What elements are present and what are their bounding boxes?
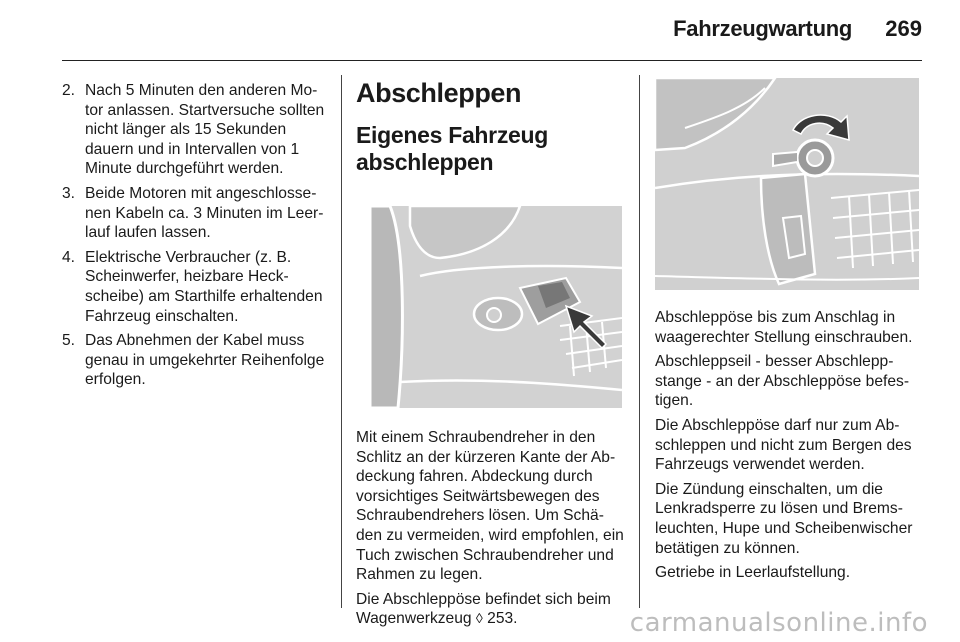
step-3 (62, 184, 326, 243)
watermark: carmanualsonline.info (629, 608, 928, 638)
step-5 (62, 331, 326, 390)
chapter-title: Fahrzeugwartung (673, 16, 852, 41)
page-reference-icon: ◊ (475, 610, 483, 627)
header-rule (62, 60, 922, 61)
body-paragraph: Die Abschleppöse darf nur zum Abschleppen und nicht zum Bergen des Fahrzeugs verwendet werden. (655, 416, 912, 474)
bumper-cover-drawing (370, 206, 622, 408)
page-number: 269 (885, 16, 922, 41)
section-title: Abschleppen (356, 78, 522, 108)
towing-eye-drawing (655, 78, 919, 290)
reference-paragraph (356, 590, 624, 629)
body-paragraph: Die Zündung einschalten, um die Lenkradsperre zu lösen und Bremsleuchten, Hupe und Scheibenwischer betätigen zu können. (655, 480, 913, 557)
bumper-cover-illustration (370, 206, 622, 408)
step-text: Nach 5 Minuten den anderen Motor anlassen. Startversuche sollten nicht länger als 15 Sekunden dauern und in Intervallen von 1 Minute durchgeführt werden. (85, 82, 325, 178)
reference-text: Die Abschleppöse befindet sich beim Wagenwerkzeug (356, 590, 611, 628)
body-paragraph: Getriebe in Leerlaufstellung. (655, 564, 851, 582)
left-column (62, 81, 326, 395)
step-text: Beide Motoren mit angeschlossenen Kabeln ca. 3 Minuten im Leerlauf laufen lassen. (85, 184, 324, 242)
column-divider-left (341, 75, 342, 608)
body-paragraph: Abschleppöse bis zum Anschlag in waagerechter Stellung einschrauben. (655, 309, 913, 346)
subsection-title: Eigenes Fahrzeug abschleppen (356, 122, 549, 175)
step-text: Elektrische Verbraucher (z. B. Scheinwerfer, heizbare Heckscheibe) am Starthilfe erhaltenden Fahrzeug einschalten. (85, 248, 323, 325)
step-number: 4. (62, 248, 76, 266)
right-column (655, 78, 923, 588)
step-2 (62, 81, 326, 179)
step-number: 2. (62, 82, 76, 99)
step-number: 5. (62, 332, 76, 350)
body-paragraph: Mit einem Schraubendreher in den Schlitz an der kürzeren Kante der Abdeckung fahren. Abdeckung durch vorsichtiges Seitwärtsbewegen des Schraubendrehers lösen. Um Schäden zu vermeiden, wird empfohlen, ein Tuch zwischen Schraubendreher und Rahmen zu legen. (356, 429, 624, 584)
step-text: Das Abnehmen der Kabel muss genau in umgekehrter Reihenfolge erfolgen. (85, 332, 325, 389)
towing-eye-illustration (655, 78, 919, 290)
step-number: 3. (62, 184, 76, 202)
column-divider-right (639, 75, 640, 608)
body-paragraph: Abschleppseil - besser Abschleppstange - an der Abschleppöse befestigen. (655, 353, 910, 410)
reference-page: 253. (482, 610, 518, 628)
step-4 (62, 248, 326, 326)
middle-column (356, 78, 624, 634)
